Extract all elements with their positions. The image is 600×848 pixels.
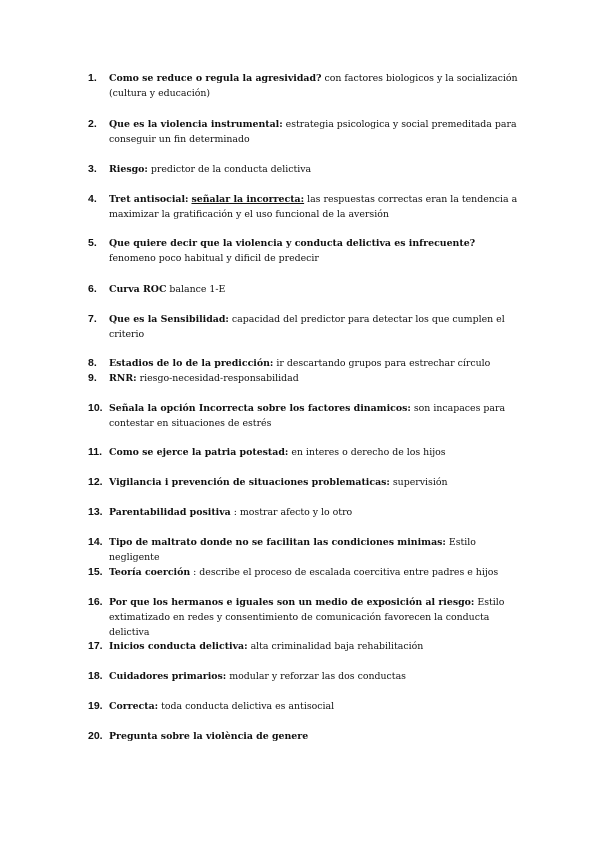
item-number: 17. bbox=[88, 640, 103, 652]
item-number: 4. bbox=[88, 193, 97, 205]
list-item bbox=[88, 535, 518, 565]
answer-text: en interes o derecho de los hijos bbox=[288, 447, 446, 458]
list-item bbox=[88, 117, 518, 147]
question-text: Como se reduce o regula la agresividad? bbox=[109, 73, 322, 84]
list-item bbox=[88, 475, 518, 490]
answer-text: toda conducta delictiva es antisocial bbox=[158, 701, 335, 712]
item-number: 1. bbox=[88, 72, 97, 84]
answer-text: Estilo extimatizado en redes y consentimiento de comunicación favorecen la conducta delictiva bbox=[109, 597, 505, 638]
list-item bbox=[88, 71, 518, 101]
question-text: Curva ROC bbox=[109, 284, 167, 295]
answer-text: supervisión bbox=[389, 477, 448, 488]
item-number: 8. bbox=[88, 357, 97, 369]
question-text: Estadios de lo de la predicción: bbox=[109, 358, 274, 369]
question-text: Riesgo: bbox=[109, 164, 148, 175]
answer-text: son incapaces para contestar en situaciones de estrés bbox=[109, 403, 506, 429]
item-number: 6. bbox=[88, 283, 97, 295]
item-number: 14. bbox=[88, 536, 103, 548]
answer-text: predictor de la conducta delictiva bbox=[147, 164, 312, 175]
list-item bbox=[88, 401, 518, 431]
question-text: Tipo de maltrato donde no se facilitan las condiciones minimas: bbox=[109, 537, 446, 548]
item-number: 15. bbox=[88, 566, 103, 578]
answer-text: modular y reforzar las dos conductas bbox=[226, 671, 406, 682]
list-item bbox=[88, 595, 518, 640]
list-item bbox=[88, 236, 518, 266]
item-number: 5. bbox=[88, 237, 97, 249]
list-item bbox=[88, 505, 518, 520]
underlined-text: señalar la incorrecta: bbox=[191, 194, 305, 205]
list-item bbox=[88, 669, 518, 684]
question-text: Teoría coerción bbox=[109, 567, 191, 578]
question-text: Correcta: bbox=[109, 701, 159, 712]
item-number: 7. bbox=[88, 313, 97, 325]
list-item bbox=[88, 162, 518, 177]
question-text: Tret antisocial: bbox=[109, 194, 189, 205]
answer-text: balance 1-E bbox=[166, 284, 226, 295]
question-text: RNR: bbox=[109, 373, 137, 384]
question-text: Que quiere decir que la violencia y conducta delictiva es infrecuente? bbox=[109, 238, 476, 249]
answer-text: : describe el proceso de escalada coercitiva entre padres e hijos bbox=[190, 567, 499, 578]
answer-text: con factores biologicos y la socialización (cultura y educación) bbox=[109, 73, 518, 99]
list-item bbox=[88, 356, 518, 371]
question-text: Señala la opción Incorrecta sobre los factores dinamicos: bbox=[109, 403, 411, 414]
list-item bbox=[88, 729, 518, 744]
question-text: Cuidadores primarios: bbox=[109, 671, 227, 682]
item-number: 16. bbox=[88, 596, 103, 608]
item-number: 20. bbox=[88, 730, 103, 742]
answer-text: riesgo-necesidad-responsabilidad bbox=[136, 373, 299, 384]
answer-text: : mostrar afecto y lo otro bbox=[230, 507, 353, 518]
item-number: 9. bbox=[88, 372, 97, 384]
answer-text: capacidad del predictor para detectar los que cumplen el criterio bbox=[109, 314, 505, 340]
item-number: 3. bbox=[88, 163, 97, 175]
question-text: Por que los hermanos e iguales son un medio de exposición al riesgo: bbox=[109, 597, 475, 608]
item-number: 12. bbox=[88, 476, 103, 488]
answer-text: alta criminalidad baja rehabilitación bbox=[247, 641, 424, 652]
list-item bbox=[88, 639, 518, 654]
list-item bbox=[88, 565, 518, 580]
question-text: Parentabilidad positiva bbox=[109, 507, 231, 518]
list-item bbox=[88, 445, 518, 460]
question-text: Que es la Sensibilidad: bbox=[109, 314, 229, 325]
answer-text: Estilo negligente bbox=[109, 537, 476, 563]
question-text: Que es la violencia instrumental: bbox=[109, 119, 283, 130]
item-number: 11. bbox=[88, 446, 103, 458]
question-text: Inicios conducta delictiva: bbox=[109, 641, 248, 652]
list-item bbox=[88, 371, 518, 386]
item-number: 19. bbox=[88, 700, 103, 712]
list-item bbox=[88, 699, 518, 714]
list-item bbox=[88, 312, 518, 342]
item-number: 18. bbox=[88, 670, 103, 682]
answer-text: ir descartando grupos para estrechar círculo bbox=[273, 358, 491, 369]
list-item bbox=[88, 282, 518, 297]
answer-text: estrategia psicologica y social premeditada para conseguir un fin determinado bbox=[109, 119, 517, 145]
answer-text: las respuestas correctas eran la tendencia a maximizar la gratificación y el uso funcional de la aversión bbox=[109, 194, 518, 220]
question-text: Pregunta sobre la violència de genere bbox=[109, 731, 309, 742]
item-number: 13. bbox=[88, 506, 103, 518]
question-text: Como se ejerce la patria potestad: bbox=[109, 447, 289, 458]
answer-text: fenomeno poco habitual y dificil de predecir bbox=[109, 253, 319, 264]
list-item bbox=[88, 192, 518, 222]
question-text: Vigilancia i prevención de situaciones problematicas: bbox=[109, 477, 390, 488]
item-number: 10. bbox=[88, 402, 103, 414]
item-number: 2. bbox=[88, 118, 97, 130]
